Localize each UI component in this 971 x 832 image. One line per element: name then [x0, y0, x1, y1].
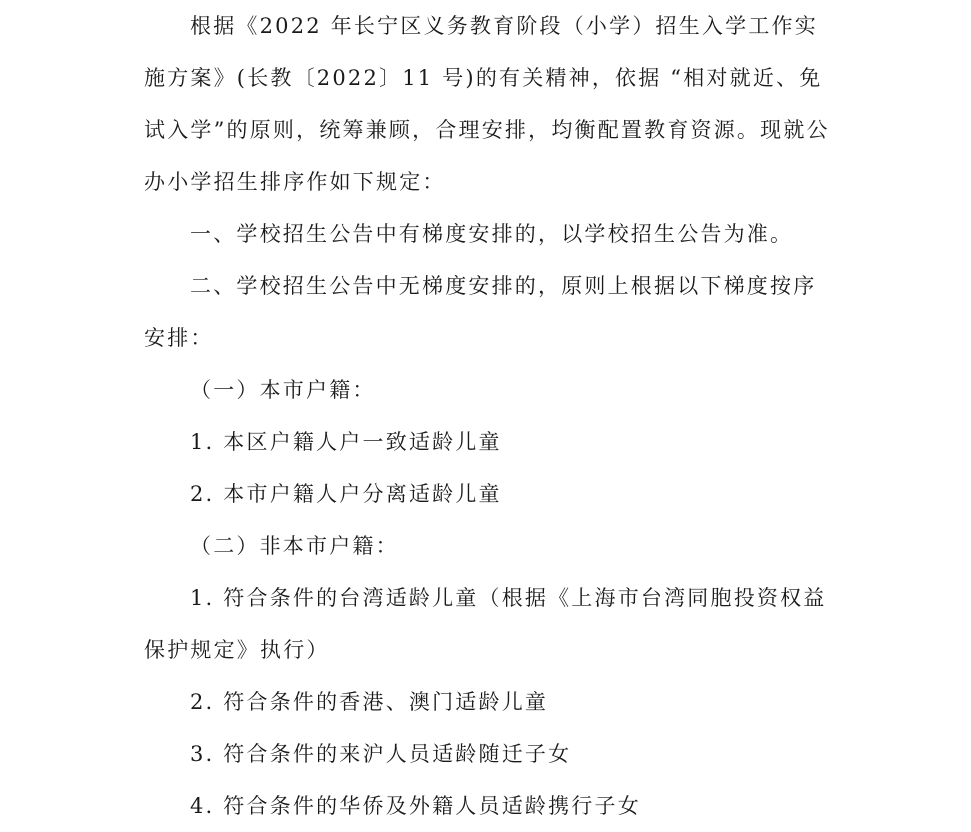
rule-one-paragraph: 一、学校招生公告中有梯度安排的，以学校招生公告为准。 [190, 222, 794, 246]
section-local-heading: （一）本市户籍： [190, 378, 376, 402]
section-nonlocal-heading: （二）非本市户籍： [190, 534, 399, 558]
nonlocal-item-2: 2. 符合条件的香港、澳门适龄儿童 [190, 690, 549, 714]
nonlocal-item-4: 4. 符合条件的华侨及外籍人员适龄携行子女 [190, 794, 641, 818]
nonlocal-item-3: 3. 符合条件的来沪人员适龄随迁子女 [190, 742, 572, 766]
intro-paragraph: 根据《2022 年长宁区义务教育阶段（小学）招生入学工作实施方案》(长教〔2022〕11 号)的有关精神，依据 “相对就近、免试入学”的原则，统筹兼顾，合理安排，均衡配置教育资源。现就公办小学招生排序作如下规定： [144, 14, 830, 194]
local-item-2: 2. 本市户籍人户分离适龄儿童 [190, 482, 502, 506]
nonlocal-item-1: 1. 符合条件的台湾适龄儿童（根据《上海市台湾同胞投资权益保护规定》执行） [144, 586, 827, 662]
local-item-1: 1. 本区户籍人户一致适龄儿童 [190, 430, 502, 454]
rule-two-paragraph: 二、学校招生公告中无梯度安排的，原则上根据以下梯度按序安排： [144, 274, 817, 350]
